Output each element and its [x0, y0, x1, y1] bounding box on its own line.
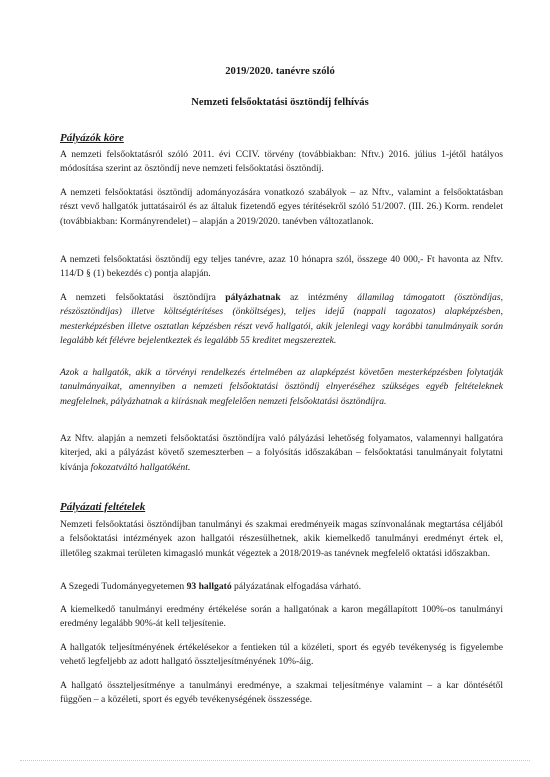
section-heading-palyazok-kore: Pályázók köre	[60, 132, 124, 144]
paragraph-total-performance: A hallgató összteljesítménye a tanulmányi eredménye, a szakmai teljesítménye valamint – a kar döntésétől függően – a közéleti, sport és egyéb tevékenységének összessége.	[60, 680, 503, 706]
paragraph-masters: Azok a hallgatók, akik a törvényi rendelkezés értelmében az alapképzést követően mesterképzésben folytatják tanulmányaikat, amennyiben a nemzeti felsőoktatási ösztöndíj elnyeréséhez szükséges egyéb feltételeknek megfelelnek, pályázhatnak a kiírásnak megfelelően nemzeti felsőoktatási ösztöndíjra.	[60, 367, 503, 407]
eligibility-text-2: az intézmény	[280, 292, 358, 303]
eligibility-text-1: A nemzeti felsőoktatási ösztöndíjra	[60, 292, 226, 303]
continuous-italic: fokozatváltó hallgatóként.	[90, 461, 191, 473]
paragraph-academic-threshold: A kiemelkedő tanulmányi eredmény értékelése során a hallgatónak a karon megállapított 100%-os tanulmányi eredmény legalább 90%-át kell teljesítenie.	[60, 604, 503, 630]
continuous-text: Az Nftv. alapján a nemzeti felsőoktatási ösztöndíjra való pályázási lehetőség folyamatos, valamennyi hallgatóra kiterjed, aki a pályázást követő szemeszterben – a folyósítás időszakában – felsőoktatási tanulmányait folytatni kívánja	[60, 433, 503, 473]
paragraph-eligibility	[60, 291, 503, 348]
section-heading-palyazati-feltetelek: Pályázati feltételek	[60, 501, 146, 513]
paragraph-amount-text: A nemzeti felsőoktatási ösztöndíj egy teljes tanévre, azaz 10 hónapra szól, összege 40 000,- Ft havonta az Nftv. 114/D § (1) bekezdés c) pontja alapján.	[60, 254, 503, 280]
paragraph-rules: A nemzeti felsőoktatási ösztöndíj adományozására vonatkozó szabályok – az Nftv., valamint a felsőoktatásban részt vevő hallgatók juttatásairól és az általuk fizetendő egyes térítésekről szóló 51/2007. (III. 26.) Korm. rendelet (továbbiakban: Kormányrendelet) – alapján a 2019/2020. tanévben változatlanok.	[60, 187, 503, 227]
eligibility-italic: államilag támogatott (ösztöndíjas, részösztöndíjas) illetve költségtérítéses (önköltséges), teljes idejű (nappali tagozatos) alapképzésben, mesterképzésben illetve osztatlan képzésben részt vevő hallgatói, akik jelenlegi vagy korábbi tanulmányaik során legalább két félévre bejelentkeztek és legalább 55 kreditet megszereztek.	[60, 292, 503, 346]
document-subtitle: Nemzeti felsőoktatási ösztöndíj felhívás	[191, 97, 369, 108]
szte-text-2: pályázatának elfogadása várható.	[231, 581, 362, 592]
eligibility-bold: pályázhatnak	[225, 292, 281, 303]
szte-bold-count: 93 hallgató	[186, 581, 232, 592]
paragraph-nftv-intro: A nemzeti felsőoktatásról szóló 2011. évi CCIV. törvény (továbbiakban: Nftv.) 2016. július 1-jétől hatályos módosítása szerint az ösztöndíj neve nemzeti felsőoktatási ösztöndíj.	[60, 149, 503, 175]
paragraph-amount	[60, 253, 503, 282]
szte-text-1: A Szegedi Tudományegyetemen	[60, 581, 187, 592]
scan-edge-line	[20, 760, 530, 761]
paragraph-szte-count	[60, 580, 503, 594]
document-title: 2019/2020. tanévre szóló	[225, 66, 335, 77]
paragraph-continuous	[60, 432, 503, 475]
paragraph-other-activities: A hallgatók teljesítményének értékelésekor a fentieken túl a közéleti, sport és egyéb tevékenység is figyelembe vehető legfeljebb az adott hallgató összteljesítményének 10%-áig.	[60, 642, 503, 668]
paragraph-scholarship-purpose: Nemzeti felsőoktatási ösztöndíjban tanulmányi és szakmai eredményeik magas színvonalának megtartása céljából a felsőoktatási intézmények azon hallgatói részesülhetnek, akik kiemelkedő tanulmányi eredményt értek el, illetőleg szakmai területen kimagasló munkát végeztek a 2018/2019-as tanévnek megfelelő oktatási időszakban.	[60, 519, 503, 559]
